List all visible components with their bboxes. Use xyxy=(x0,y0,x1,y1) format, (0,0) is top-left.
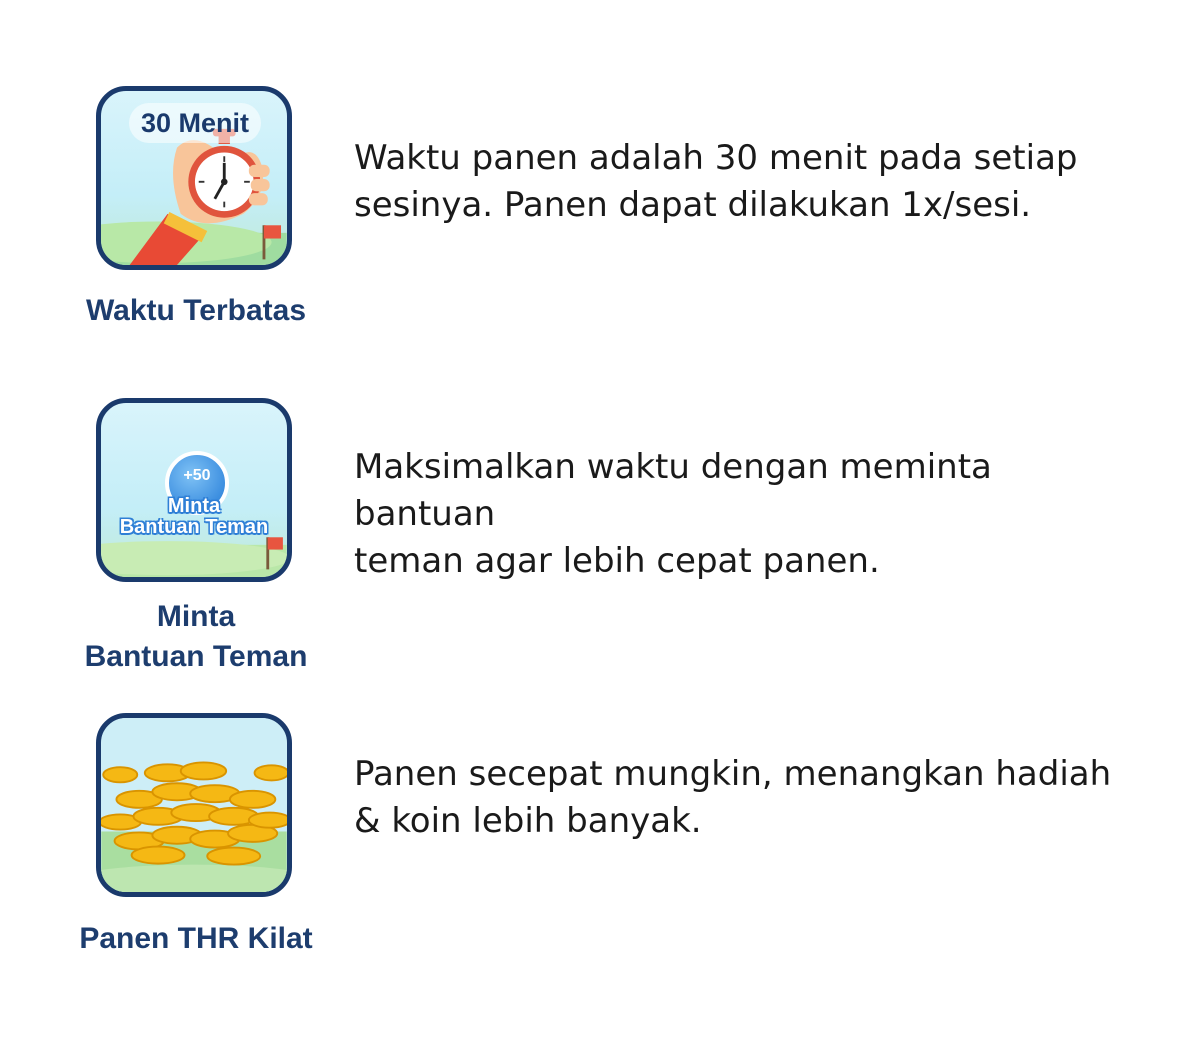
waktu-terbatas-tile xyxy=(96,86,292,270)
description-line: Waktu panen adalah 30 menit pada setiap xyxy=(354,138,1078,178)
bonus-value: +50 xyxy=(183,467,211,484)
panen-thr-tile xyxy=(96,713,292,897)
feature-label-minta-bantuan xyxy=(60,597,332,677)
help-badge-text xyxy=(101,496,287,538)
help-badge-line: Bantuan Teman xyxy=(119,516,269,538)
description-line: & koin lebih banyak. xyxy=(354,801,702,841)
minta-bantuan-tile xyxy=(96,398,292,582)
label-line: Bantuan Teman xyxy=(84,640,308,673)
feature-label-waktu-terbatas xyxy=(60,291,332,331)
feature-label-panen-thr-kilat xyxy=(60,919,332,959)
description-line: sesinya. Panen dapat dilakukan 1x/sesi. xyxy=(354,185,1032,225)
label-line: Minta xyxy=(156,600,236,633)
help-badge-line: Minta xyxy=(167,495,221,517)
feature-description-panen-thr-kilat xyxy=(354,751,1134,845)
label-line: Panen THR Kilat xyxy=(79,922,313,955)
description-line: Panen secepat mungkin, menangkan hadiah xyxy=(354,754,1112,794)
timer-badge: 30 Menit xyxy=(129,103,261,143)
gold-coins-icon xyxy=(101,718,287,892)
description-line: teman agar lebih cepat panen. xyxy=(354,541,880,581)
description-line: Maksimalkan waktu dengan meminta bantuan xyxy=(354,447,992,534)
feature-description-waktu-terbatas xyxy=(354,135,1134,229)
feature-description-minta-bantuan xyxy=(354,444,1134,585)
label-line: Waktu Terbatas xyxy=(85,294,307,327)
